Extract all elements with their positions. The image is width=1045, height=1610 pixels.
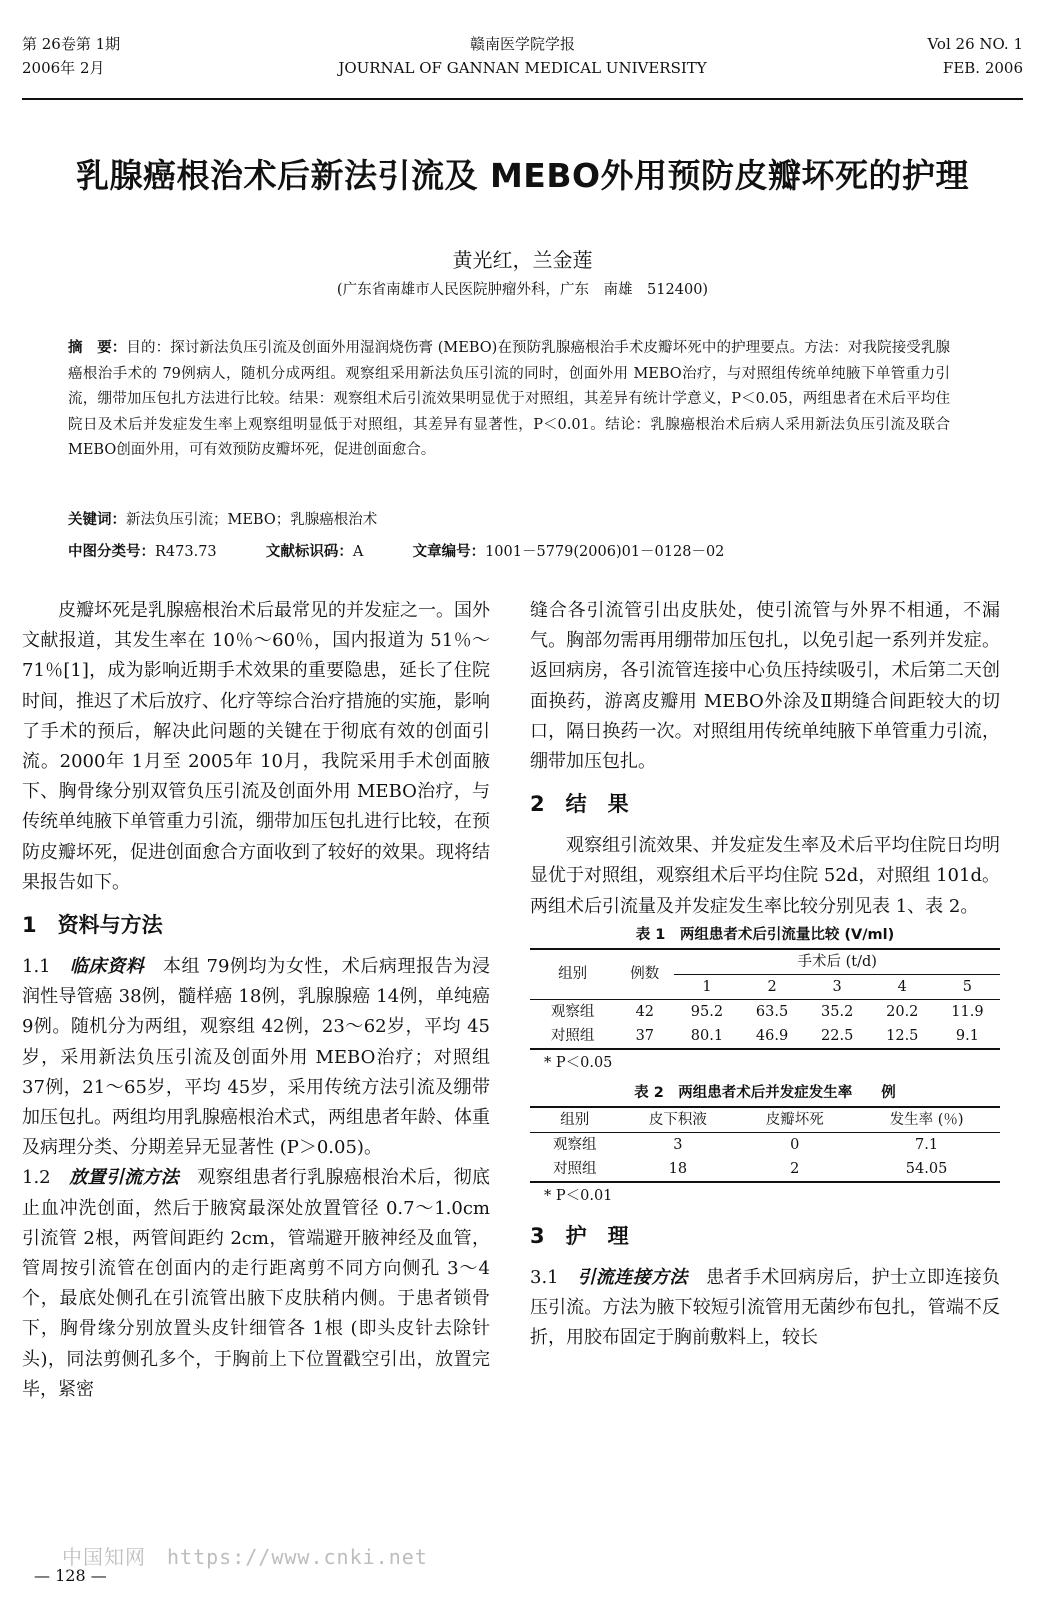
table-1-day: 2: [767, 978, 777, 995]
keywords-label: 关键词：: [68, 512, 126, 528]
table-2-header-row: [530, 1107, 1000, 1133]
volume-cn: 第 26卷第 1期: [22, 35, 121, 53]
table-cell: 20.2: [886, 1003, 919, 1020]
table-row: [530, 999, 1000, 1024]
section-3-1-paragraph: [530, 1263, 1000, 1354]
s31-text: 患者手术回病房后，护士立即连接负压引流。方法为腋下较短引流管用无菌纱布包扎，管端不反折，用胶布固定于胸前敷料上，较长: [530, 1266, 1000, 1349]
keywords: [68, 508, 377, 529]
volume-en: Vol 26 NO. 1: [927, 35, 1023, 53]
table-cell: 18: [668, 1160, 688, 1177]
abstract-label: 摘 要：: [68, 340, 127, 356]
left-column: [22, 596, 490, 1405]
article-number-label: 文章编号：: [412, 544, 486, 560]
abstract-text: 目的：探讨新法负压引流及创面外用湿润烧伤膏 (MEBO)在预防乳腺癌根治手术皮瓣坏死中的护理要点。方法：对我院接受乳腺癌根治手术的 79例病人，随机分成两组。观察组采用新法负压引流的同时，创面外用 MEBO治疗，与对照组传统单纯腋下单管重力引流，绷带加压包扎方法进行比较。结果：观察组术后引流效果明显优于对照组，其差异有统计学意义，P＜0.05，两组患者在术后平均住院日及术后并发症发生率上观察组明显低于对照组，其差异有显著性，P＜0.01。结论：乳腺癌根治术后病人采用新法负压引流及联合 MEBO创面外用，可有效预防皮瓣坏死，促进创面愈合。: [68, 340, 951, 458]
section-2-heading: 2 结 果: [530, 792, 629, 817]
table-cell: 12.5: [886, 1027, 919, 1044]
affiliation: (广东省南雄市人民医院肿瘤外科，广东 南雄 512400): [336, 282, 709, 298]
table-cell: 对照组: [553, 1160, 597, 1177]
section-3-heading: 3 护 理: [530, 1223, 629, 1248]
table-cell: 3: [673, 1136, 683, 1153]
s31-number: 3.1: [530, 1266, 578, 1288]
clc-value: R473.73: [155, 544, 217, 560]
section-1-2-paragraph: [22, 1163, 490, 1405]
s11-number: 1.1: [22, 956, 70, 978]
clc-label: 中图分类号：: [68, 544, 155, 560]
section-1-heading: 1 资料与方法: [22, 913, 163, 938]
table-cell: 80.1: [690, 1027, 724, 1044]
table-row: [530, 1132, 1000, 1157]
s12-text: 观察组患者行乳腺癌根治术后，彻底止血冲洗创面，然后于腋窝最深处放置管径 0.7～1.0cm引流管 2根，两管间距约 2cm，管端避开腋神经及血管，管周按引流管在创面内的走行距离剪不同方向侧孔 3～4个，最底处侧孔在引流管出腋下皮肤稍内侧。于患者锁骨下，胸骨缘分别放置头皮针细管各 1根 (即头皮针去除针头)，同法剪侧孔多个，于胸前上下位置戳空引出，放置完毕，紧密: [22, 1167, 490, 1400]
s11-title: 临床资料: [69, 956, 145, 978]
table-cell: 35.2: [821, 1003, 854, 1020]
table-2: [530, 1106, 1000, 1183]
table-1-note: * P＜0.05: [544, 1054, 613, 1071]
table-2-note: * P＜0.01: [544, 1187, 613, 1204]
table-cell: 54.05: [905, 1160, 948, 1177]
journal-name-cn: 赣南医学院学报: [469, 35, 575, 53]
table-1-col-n: 例数: [630, 966, 660, 983]
table-1-day: 5: [962, 978, 973, 995]
table-cell: 63.5: [755, 1003, 789, 1020]
table-1-header-row: [530, 949, 1000, 975]
results-paragraph: 观察组引流效果、并发症发生率及术后平均住院日均明显优于对照组，观察组术后平均住院 52d，对照组 101d。两组术后引流量及并发症发生率比较分别见表 1、表 2。: [530, 835, 1000, 917]
table-2-header: 发生率 (％): [889, 1111, 964, 1128]
table-1-day: 4: [897, 978, 907, 995]
right-column: [530, 596, 1000, 1353]
article-number-value: 1001－5779(2006)01－0128－02: [485, 544, 725, 560]
abstract: [68, 336, 950, 464]
table-cell: 42: [635, 1003, 655, 1020]
journal-header: [22, 28, 1023, 100]
table-row: [530, 1024, 1000, 1049]
date-cn: 2006年 2月: [22, 59, 105, 77]
intro-paragraph: 皮瓣坏死是乳腺癌根治术后最常见的并发症之一。国外文献报道，其发生率在 10％～60％，国内报道为 51％～71％[1]，成为影响近期手术效果的重要隐患，延长了住院时间，推迟了术后放疗、化疗等综合治疗措施的实施，影响了手术的预后，解决此问题的关键在于彻底有效的创面引流。2000年 1月至 2005年 10月，我院采用手术创面腋下、胸骨缘分别双管负压引流及创面外用 MEBO治疗，与传统单纯腋下单管重力引流，绷带加压包扎进行比较，在预防皮瓣坏死，促进创面愈合方面收到了较好的效果。现将结果报告如下。: [22, 600, 490, 893]
watermark: 中国知网 https://www.cnki.net: [62, 1545, 428, 1569]
table-cell: 2: [790, 1160, 800, 1177]
keywords-text: 新法负压引流；MEBO；乳腺癌根治术: [126, 512, 378, 528]
continuation-paragraph: 缝合各引流管引出皮肤处，使引流管与外界不相通，不漏气。胸部勿需再用绷带加压包扎，以免引起一系列并发症。返回病房，各引流管连接中心负压持续吸引，术后第二天创面换药，游离皮瓣用 MEBO外涂及Ⅱ期缝合间距较大的切口，隔日换药一次。对照组用传统单纯腋下单管重力引流，绷带加压包扎。: [530, 600, 1000, 773]
s12-number: 1.2: [22, 1167, 70, 1189]
table-cell: 观察组: [550, 1003, 595, 1020]
table-2-header: 皮下积液: [648, 1111, 707, 1128]
table-cell: 11.9: [951, 1003, 984, 1020]
table-2-header: 皮瓣坏死: [765, 1111, 824, 1128]
classification-row: [68, 540, 724, 561]
table-cell: 46.9: [755, 1027, 789, 1044]
table-1: [530, 948, 1000, 1050]
table-2-header: 组别: [560, 1111, 590, 1128]
table-cell: 0: [790, 1136, 800, 1153]
header-right: [927, 32, 1023, 80]
doc-code-value: A: [352, 544, 364, 560]
table-1-day: 3: [832, 978, 842, 995]
table-cell: 37: [635, 1027, 655, 1044]
table-cell: 95.2: [690, 1003, 724, 1020]
s11-text: 本组 79例均为女性，术后病理报告为浸润性导管癌 38例，髓样癌 18例，乳腺腺癌 14例，单纯癌 9例。随机分为两组，观察组 42例，23～62岁，平均 45岁，采用新法负压引流及创面外用 MEBO治疗；对照组 37例，21～65岁，平均 45岁，采用传统方法引流及绷带加压包扎。两组均用乳腺癌根治术式，两组患者年龄、体重及病理分类、分期差异无显著性 (P＞0.05)。: [22, 956, 491, 1159]
table-1-col-group: 组别: [558, 966, 588, 983]
table-cell: 22.5: [821, 1027, 854, 1044]
paper-title: 乳腺癌根治术后新法引流及 MEBO外用预防皮瓣坏死的护理: [75, 156, 970, 195]
s12-title: 放置引流方法: [69, 1167, 180, 1189]
page-number: — 128 —: [34, 1566, 107, 1585]
table-1-day: 1: [702, 978, 712, 995]
table-2-caption: 表 2 两组患者术后并发症发生率 例: [634, 1084, 896, 1101]
table-1-col-days: 手术后 (t/d): [674, 949, 1000, 975]
s31-title: 引流连接方法: [577, 1266, 688, 1288]
authors: 黄光红，兰金莲: [452, 248, 593, 272]
table-cell: 对照组: [550, 1027, 595, 1044]
doc-code-label: 文献标识码：: [265, 544, 353, 560]
table-1-caption: 表 1 两组患者术后引流量比较 (V/ml): [635, 926, 895, 943]
header-center: [22, 32, 1023, 80]
table-cell: 观察组: [553, 1136, 597, 1153]
date-en: FEB. 2006: [942, 59, 1023, 77]
table-cell: 7.1: [915, 1136, 939, 1153]
journal-name-en: JOURNAL OF GANNAN MEDICAL UNIVERSITY: [338, 59, 707, 77]
table-cell: 9.1: [955, 1027, 979, 1044]
section-1-1-paragraph: [22, 952, 490, 1163]
table-row: [530, 1157, 1000, 1182]
